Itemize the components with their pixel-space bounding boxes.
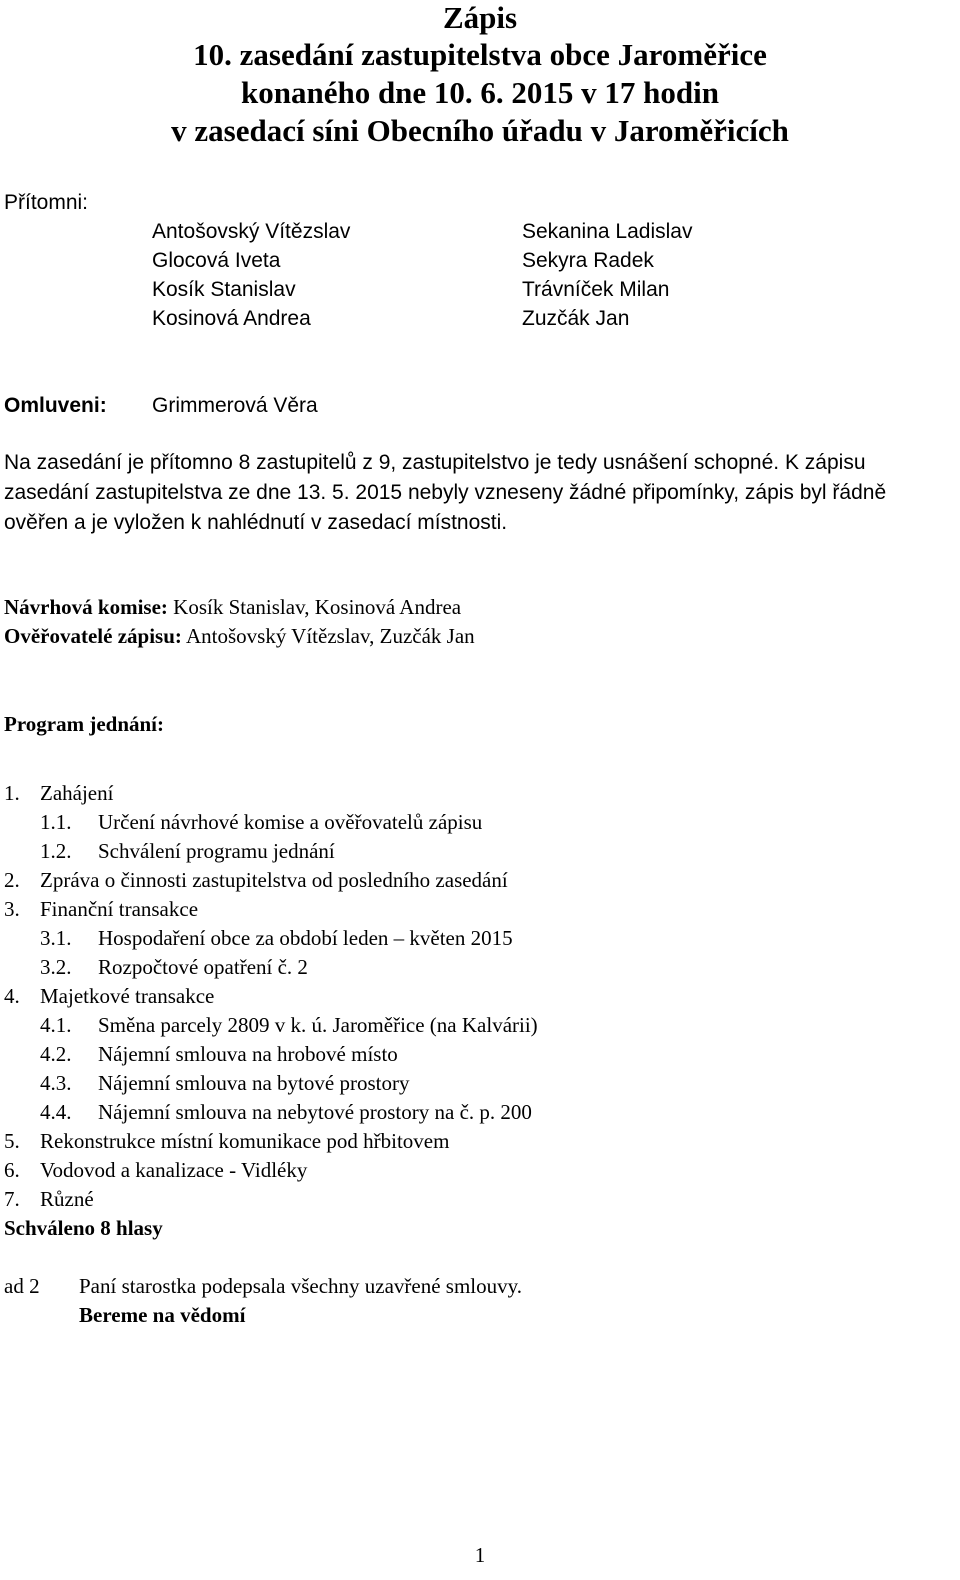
draft-commission-value: Kosík Stanislav, Kosinová Andrea [173, 595, 462, 619]
intro-paragraph [4, 448, 956, 538]
present-member: Trávníček Milan [522, 278, 670, 301]
present-member: Kosinová Andrea [152, 307, 311, 330]
program-item-text: Nájemní smlouva na nebytové prostory na č. p. 200 [98, 1100, 532, 1124]
program-item-num: 3.2. [40, 955, 72, 979]
meeting-place: v zasedací síni Obecního úřadu v Jaroměřicích [171, 113, 789, 148]
program-item-num: 7. [4, 1187, 20, 1211]
meeting-date: konaného dne 10. 6. 2015 v 17 hodin [240, 75, 720, 110]
excused-member: Grimmerová Věra [152, 394, 318, 417]
present-member: Sekanina Ladislav [522, 220, 693, 243]
excused-label: Omluveni: [4, 394, 107, 417]
present-member: Antošovský Vítězslav [152, 220, 351, 243]
program-item-text: Směna parcely 2809 v k. ú. Jaroměřice (na Kalvárii) [98, 1013, 538, 1037]
program-item-num: 5. [4, 1129, 20, 1153]
approval-note: Schváleno 8 hlasy [4, 1216, 163, 1240]
draft-commission-label: Návrhová komise: [4, 595, 168, 619]
program-item-num: 1.1. [40, 810, 72, 834]
program-item-num: 6. [4, 1158, 20, 1182]
draft-commission-row [4, 593, 461, 622]
program-item-text: Hospodaření obce za období leden – květen 2015 [98, 926, 513, 950]
program-item-text: Určení návrhové komise a ověřovatelů zápisu [98, 810, 483, 834]
ad2-note: Bereme na vědomí [79, 1303, 246, 1327]
intro-line: zasedání zastupitelstva ze dne 13. 5. 2015 nebyly vzneseny žádné připomínky, zápis byl řádně [4, 481, 887, 504]
meeting-heading: 10. zasedání zastupitelstva obce Jaroměřice [193, 37, 767, 72]
program-item-text: Vodovod a kanalizace - Vidléky [40, 1158, 308, 1182]
program-item-num: 4.1. [40, 1013, 72, 1037]
page-number: 1 [474, 1543, 486, 1567]
program-item-text: Zahájení [40, 781, 114, 805]
program-item-num: 1. [4, 781, 20, 805]
program-item-text: Rekonstrukce místní komunikace pod hřbitovem [40, 1129, 450, 1153]
program-item-num: 4. [4, 984, 20, 1008]
present-label: Přítomni: [4, 191, 89, 214]
program-item-num: 4.2. [40, 1042, 72, 1066]
program-item-text: Majetkové transakce [40, 984, 215, 1008]
ad2-text: Paní starostka podepsala všechny uzavřené smlouvy. [79, 1274, 523, 1298]
intro-line: Na zasedání je přítomno 8 zastupitelů z 9, zastupitelstvo je tedy usnášení schopné. K zápisu [4, 451, 866, 474]
program-item-text: Nájemní smlouva na hrobové místo [98, 1042, 398, 1066]
program-item-text: Rozpočtové opatření č. 2 [98, 955, 308, 979]
present-member: Glocová Iveta [152, 249, 281, 272]
program-item-num: 4.3. [40, 1071, 72, 1095]
present-member: Kosík Stanislav [152, 278, 296, 301]
program-item-num: 3. [4, 897, 20, 921]
program-item-num: 3.1. [40, 926, 72, 950]
verifiers-label: Ověřovatelé zápisu: [4, 624, 182, 648]
ad2-label: ad 2 [4, 1274, 40, 1298]
program-item-num: 2. [4, 868, 20, 892]
verifiers-row [4, 622, 475, 651]
program-item-text: Různé [40, 1187, 94, 1211]
verifiers-value: Antošovský Vítězslav, Zuzčák Jan [185, 624, 475, 648]
program-item-text: Nájemní smlouva na bytové prostory [98, 1071, 410, 1095]
present-member: Zuzčák Jan [522, 307, 630, 330]
program-item-text: Zpráva o činnosti zastupitelstva od posledního zasedání [40, 868, 508, 892]
present-member: Sekyra Radek [522, 249, 654, 272]
program-heading: Program jednání: [4, 712, 165, 736]
program-item-text: Schválení programu jednání [98, 839, 335, 863]
intro-line: ověřen a je vyložen k nahlédnutí v zasedací místnosti. [4, 511, 508, 534]
program-item-num: 4.4. [40, 1100, 72, 1124]
document-title: Zápis [442, 0, 518, 35]
program-item-text: Finanční transakce [40, 897, 199, 921]
program-item-num: 1.2. [40, 839, 72, 863]
